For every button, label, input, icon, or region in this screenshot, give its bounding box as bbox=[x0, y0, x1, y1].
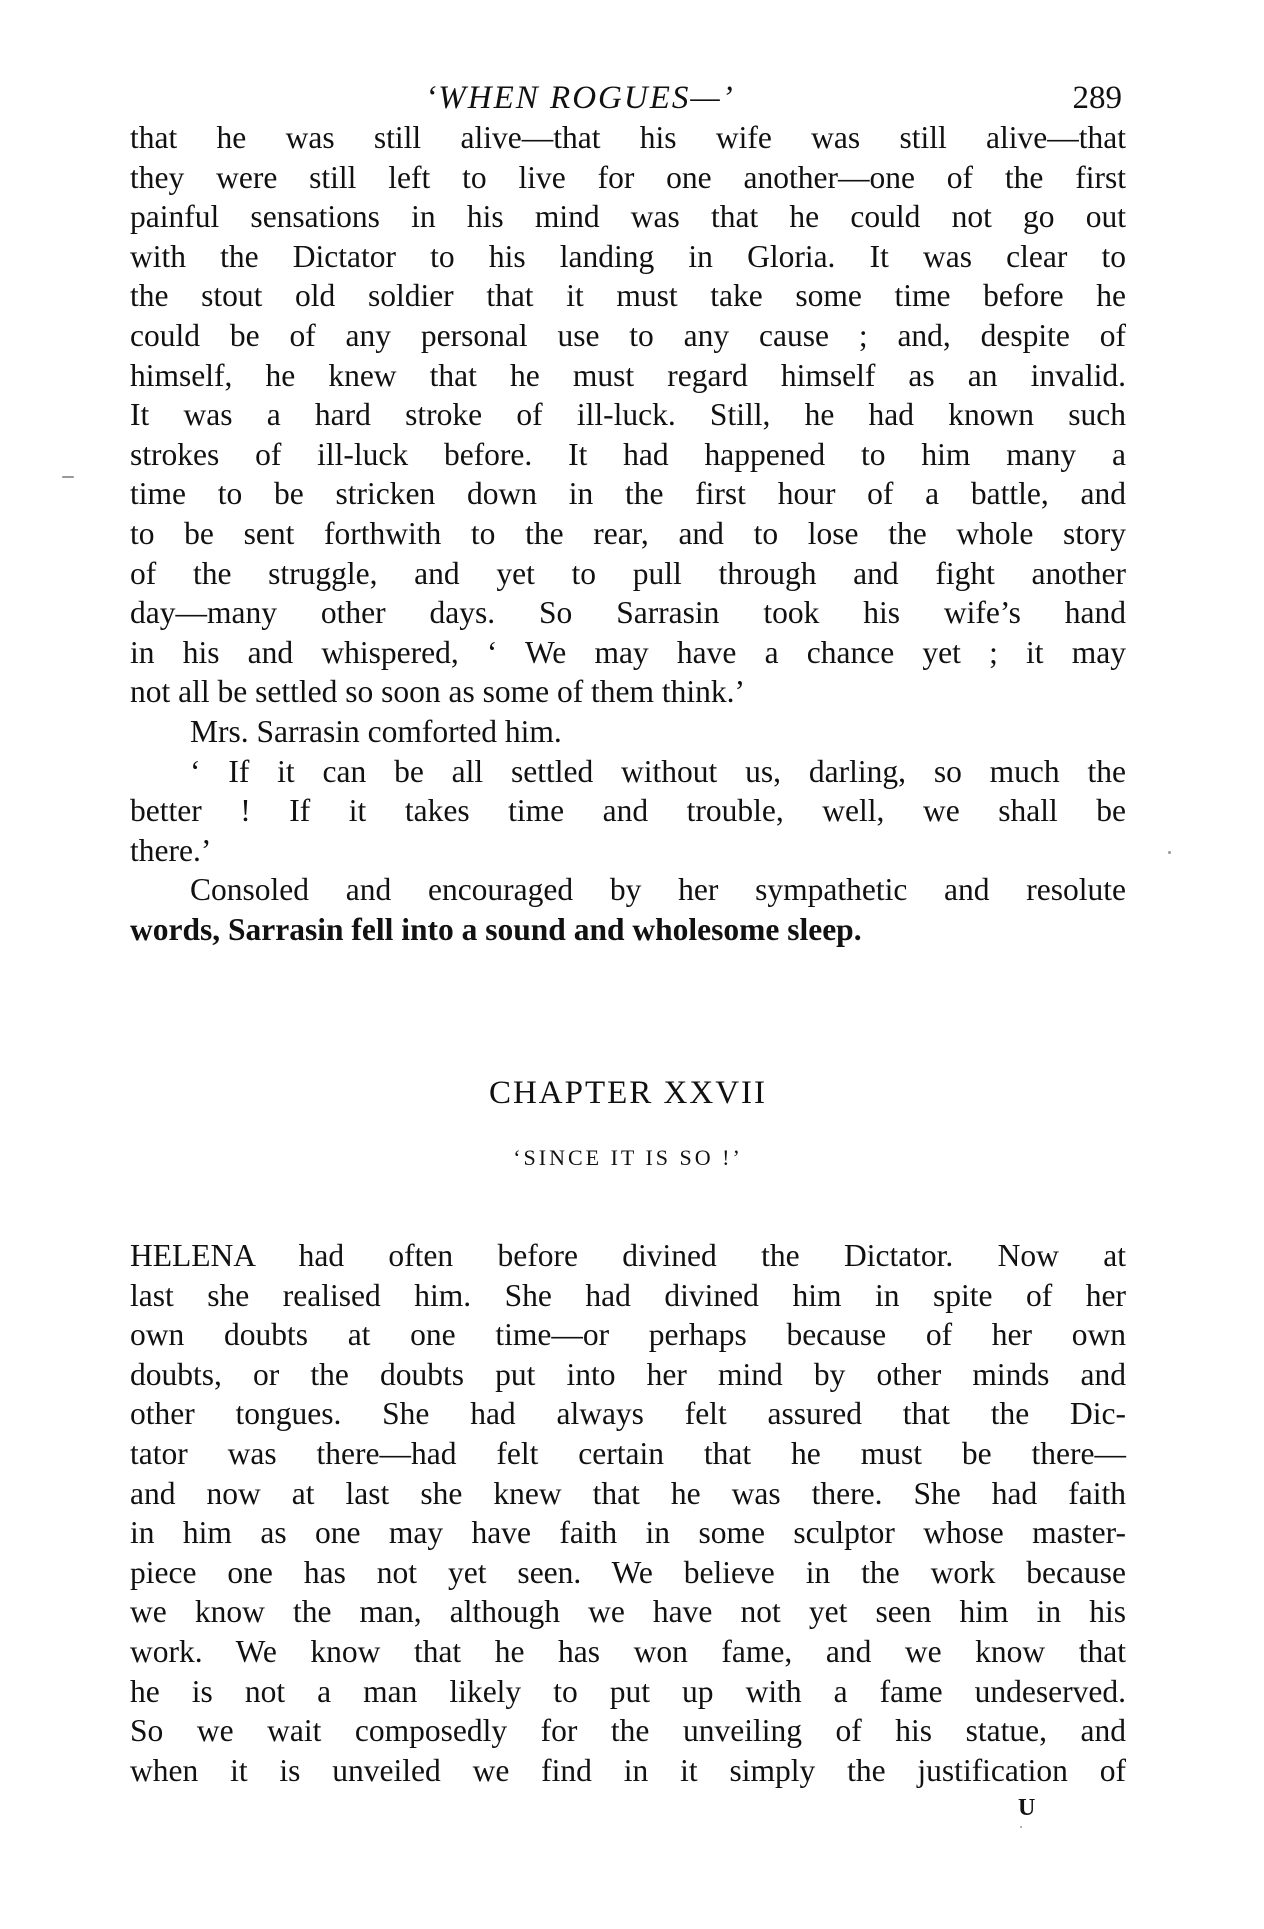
text-line: painful sensations in his mind was that he could not go out bbox=[130, 199, 1126, 235]
text-line: Consoled and encouraged by her sympathetic and resolute bbox=[190, 872, 1126, 908]
text-line: they were still left to live for one another—one of the first bbox=[130, 159, 1126, 195]
text-line: when it is unveiled we find in it simply the justification of bbox=[130, 1752, 1126, 1788]
text-line: HELENA had often before divined the Dictator. Now at bbox=[130, 1238, 1126, 1273]
text-line: words, Sarrasin fell into a sound and wholesome sleep. bbox=[130, 911, 862, 947]
text-line: to be sent forthwith to the rear, and to lose the whole story bbox=[130, 515, 1126, 551]
text-line: we know the man, although we have not yet seen him in his bbox=[130, 1594, 1126, 1630]
text-line: with the Dictator to his landing in Gloria. It was clear to bbox=[130, 238, 1126, 274]
chapter-subtitle: ‘SINCE IT IS SO !’ bbox=[513, 1145, 743, 1170]
text-line: could be of any personal use to any cause ; and, despite of bbox=[130, 317, 1126, 353]
text-line: the stout old soldier that it must take some time before he bbox=[130, 278, 1126, 314]
text-line: not all be settled so soon as some of them think.’ bbox=[130, 674, 746, 710]
text-line: in him as one may have faith in some sculptor whose master- bbox=[130, 1515, 1126, 1551]
text-line: last she realised him. She had divined him in spite of her bbox=[130, 1277, 1126, 1313]
text-line: and now at last she knew that he was there. She had faith bbox=[130, 1475, 1126, 1511]
chapter-opening-paragraph bbox=[130, 1236, 1126, 1790]
scan-speck bbox=[1020, 1826, 1022, 1828]
signature-mark: U bbox=[1018, 1795, 1036, 1821]
text-line: So we wait composedly for the unveiling of his statue, and bbox=[130, 1713, 1126, 1749]
text-line: of the struggle, and yet to pull through and fight another bbox=[130, 555, 1126, 591]
page-number: 289 bbox=[1072, 80, 1122, 116]
text-line: himself, he knew that he must regard himself as an invalid. bbox=[130, 357, 1126, 393]
text-line: he is not a man likely to put up with a fame undeserved. bbox=[130, 1673, 1126, 1709]
text-line: other tongues. She had always felt assured that the Dic- bbox=[130, 1396, 1126, 1432]
text-line: work. We know that he has won fame, and we know that bbox=[130, 1633, 1126, 1669]
scan-speck bbox=[1168, 851, 1171, 854]
text-line: better ! If it takes time and trouble, well, we shall be bbox=[130, 793, 1126, 829]
paragraph-mrs-sarrasin: Mrs. Sarrasin comforted him. bbox=[190, 713, 562, 749]
scan-speck bbox=[62, 476, 74, 478]
text-line: that he was still alive—that his wife was still alive—that bbox=[130, 120, 1126, 155]
text-line: there.’ bbox=[130, 832, 212, 868]
text-line: ‘ If it can be all settled without us, darling, so much the bbox=[190, 753, 1126, 789]
text-line: doubts, or the doubts put into her mind by other minds and bbox=[130, 1356, 1126, 1392]
text-line: tator was there—had felt certain that he must be there— bbox=[130, 1435, 1126, 1471]
running-title: ‘WHEN ROGUES—’ bbox=[425, 80, 735, 116]
text-line: time to be stricken down in the first hour of a battle, and bbox=[130, 476, 1126, 512]
chapter-title: CHAPTER XXVII bbox=[488, 1075, 768, 1111]
text-line: own doubts at one time—or perhaps because of her own bbox=[130, 1317, 1126, 1353]
text-line: day—many other days. So Sarrasin took his wife’s hand bbox=[130, 595, 1126, 631]
text-line: in his and whispered, ‘ We may have a chance yet ; it may bbox=[130, 634, 1126, 670]
continuation-paragraph bbox=[130, 118, 1126, 949]
text-line: piece one has not yet seen. We believe in the work because bbox=[130, 1554, 1126, 1590]
text-line: strokes of ill-luck before. It had happened to him many a bbox=[130, 436, 1126, 472]
text-line: It was a hard stroke of ill-luck. Still, he had known such bbox=[130, 397, 1126, 433]
